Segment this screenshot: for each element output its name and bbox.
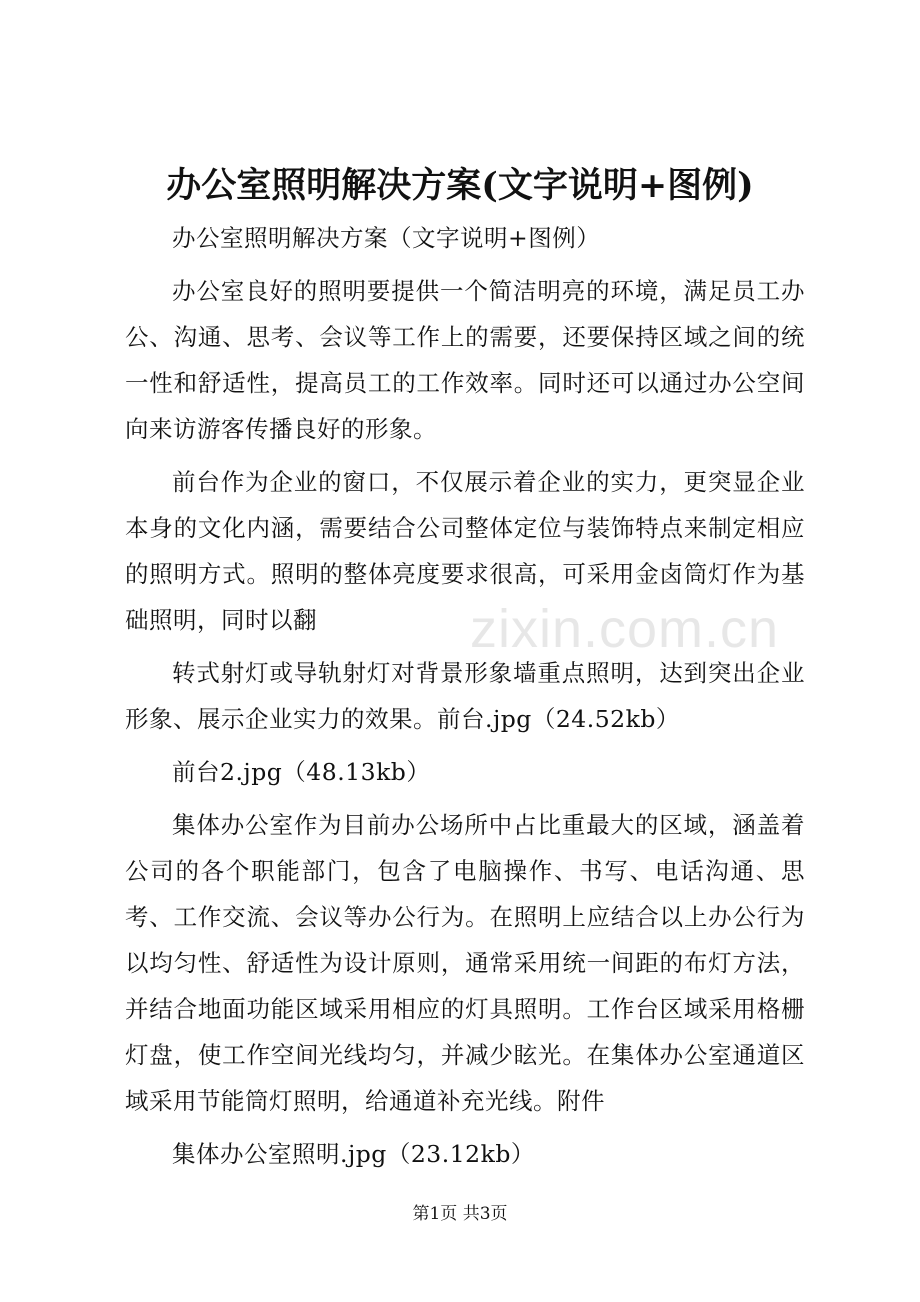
- document-body: [125, 215, 805, 1177]
- page-footer: 第1页 共3页: [412, 1204, 508, 1224]
- paragraph-intro: 办公室良好的照明要提供一个简洁明亮的环境，满足员工办公、沟通、思考、会议等工作上的需要，还要保持区域之间的统一性和舒适性，提高员工的工作效率。同时还可以通过办公空间向来访游客传播良好的形象。: [125, 277, 805, 443]
- paragraph-reception-continued: 转式射灯或导轨射灯对背景形象墙重点照明，达到突出企业形象、展示企业实力的效果。前台.jpg（24.52kb）: [125, 659, 805, 733]
- paragraph-open-office: 集体办公室作为目前办公场所中占比重最大的区域，涵盖着公司的各个职能部门，包含了电脑操作、书写、电话沟通、思考、工作交流、会议等办公行为。在照明上应结合以上办公行为以均匀性、舒适性为设计原则，通常采用统一间距的布灯方法，并结合地面功能区域采用相应的灯具照明。工作台区域采用格栅灯盘，使工作空间光线均匀，并减少眩光。在集体办公室通道区域采用节能筒灯照明，给通道补充光线。附件: [125, 811, 805, 1115]
- paragraph-reception: 前台作为企业的窗口，不仅展示着企业的实力，更突显企业本身的文化内涵，需要结合公司整体定位与装饰特点来制定相应的照明方式。照明的整体亮度要求很高，可采用金卤筒灯作为基础照明，同时以翻: [125, 468, 805, 634]
- watermark: zixin.com.cn: [470, 599, 780, 659]
- paragraph-attachment-reception2: 前台2.jpg（48.13kb）: [172, 758, 431, 786]
- page-title: 办公室照明解决方案(文字说明+图例): [166, 165, 754, 206]
- paragraph-attachment-open-office: 集体办公室照明.jpg（23.12kb）: [172, 1140, 535, 1168]
- paragraph-subtitle: 办公室照明解决方案（文字说明+图例）: [172, 224, 601, 252]
